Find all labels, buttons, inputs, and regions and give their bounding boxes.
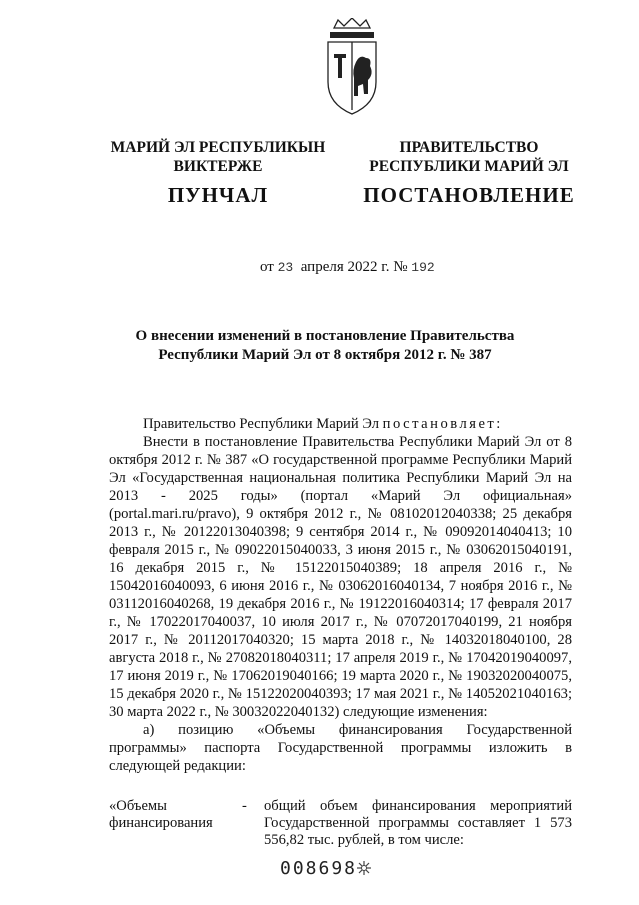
header-russian-line1: ПРАВИТЕЛЬСТВО [399, 139, 539, 156]
header-mari-block [88, 138, 348, 205]
title-line2: Республики Марий Эл от 8 октября 2012 г. № 387 [158, 347, 492, 363]
title-line1: О внесении изменений в постановление Правительства [135, 328, 515, 344]
preamble-start: Правительство Республики Марий Эл [143, 416, 383, 432]
financing-label: «Объемы финансирования [109, 798, 213, 831]
header-russian-line2: РЕСПУБЛИКИ МАРИЙ ЭЛ [369, 158, 569, 175]
document-number: 192 [411, 260, 435, 275]
financing-value: общий объем финансирования мероприятий Государственной программы составляет 1 573 556,82 тыс. рублей, в том числе: [264, 798, 572, 848]
header-russian-doc-type: ПОСТАНОВЛЕНИЕ [363, 183, 575, 207]
document-date-line [260, 259, 435, 276]
document-title [100, 327, 550, 365]
date-day: 23 [277, 260, 294, 275]
coat-of-arms-emblem [320, 18, 384, 118]
header-russian-block [344, 138, 594, 205]
item-a-paragraph: а) позицию «Объемы финансирования Государственной программы» паспорта Государственной программы изложить в следующей редакции: [109, 722, 572, 774]
main-paragraph: Внести в постановление Правительства Республики Марий Эл от 8 октября 2012 г. № 387 «О государственной программе Республики Марий Эл «Государственная национальная политика Республики Марий Эл на 2013 - 2025 годы» (портал «Марий Эл официальная» (portal.mari.ru/pravo), 9 октября 2012 г., № 08102012040338; 25 декабря 2013 г., № 20122013040398; 9 сентября 2014 г., № 09092014040413; 10 февраля 2015 г., № 09022015040033, 3 июня 2015 г., № 03062015040191, 16 декабря 2015 г., № 15122015040389; 18 апреля 2016 г., № 15042016040093, 6 июня 2016 г., № 03062016040134, 7 ноября 2016 г., № 03112016040268, 19 декабря 2016 г., № 19122016040314; 17 февраля 2017 г., № 17022017040037, 10 июля 2017 г., № 07072017040199, 21 ноября 2017 г., № 20112017040320; 15 марта 2018 г., № 14032018040100, 28 августа 2018 г., № 27082018040311; 17 апреля 2019 г., № 17042019040097, 17 июня 2019 г., № 17062019040166; 19 марта 2020 г., № 19032020040075, 15 декабря 2020 г., № 15122020040393; 17 мая 2021 г., № 14052021040163; 30 марта 2022 г., № 30032022040132) следующие изменения: [109, 434, 572, 720]
header-mari-line1: МАРИЙ ЭЛ РЕСПУБЛИКЫН [110, 139, 326, 156]
date-prefix: от [260, 259, 274, 275]
rosette-mark-icon [356, 860, 372, 876]
date-month-year: апреля 2022 г. № [300, 259, 408, 275]
financing-dash: - [242, 798, 247, 814]
preamble [109, 415, 572, 433]
document-body [109, 415, 572, 775]
header-mari-doc-type: ПУНЧАЛ [167, 183, 269, 207]
preamble-spaced: постановляет: [382, 416, 503, 432]
header-mari-line2: ВИКТЕРЖЕ [173, 158, 263, 175]
serial-number: 008698 [280, 858, 358, 879]
